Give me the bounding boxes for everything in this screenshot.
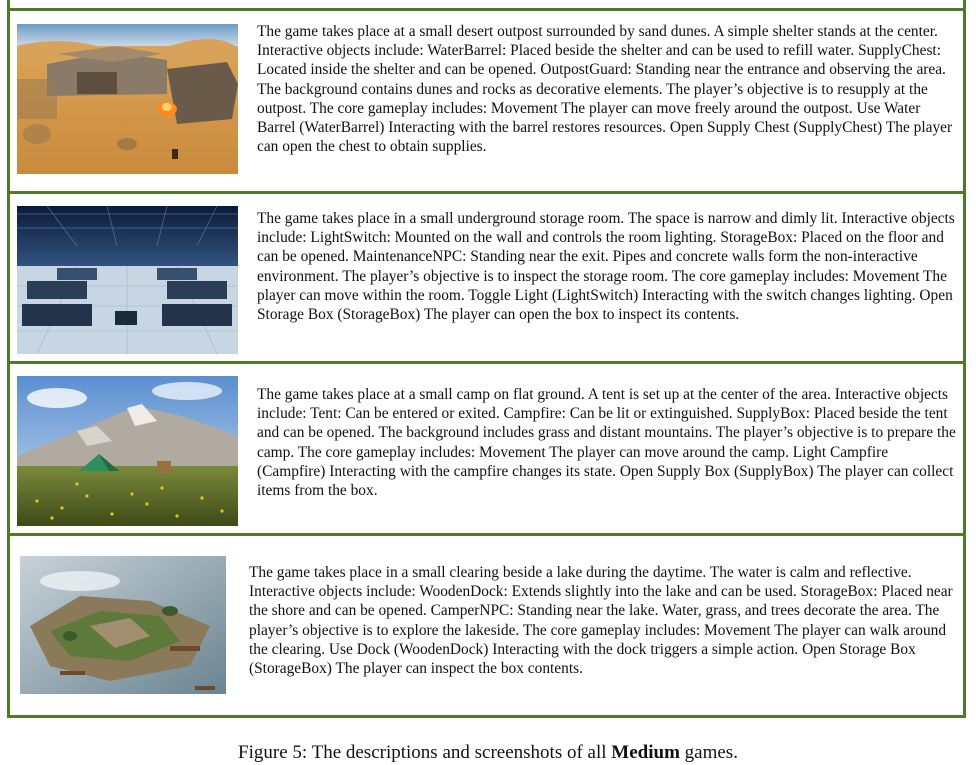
- caption-prefix: Figure 5: The descriptions and screenshots of all: [238, 742, 612, 763]
- game-description-2: The game takes place in a small underground storage room. The space is narrow and dimly lit. Interactive objects include: LightSwitch: Mounted on the wall and controls the room lighting. StorageBox: Placed on the floor and can be opened. MaintenanceNPC: Standing near the exit. Pipes and concrete walls form the non-interactive environment. The player’s objective is to inspect the storage room. The core gameplay includes: Movement The player can move within the room. Toggle Light (LightSwitch) Interacting with the switch changes lighting. Open Storage Box (StorageBox) The player can open the box to inspect its contents.: [257, 210, 955, 324]
- game-description-3: The game takes place at a small camp on flat ground. A tent is set up at the center of the area. Interactive objects include: Tent: Can be entered or exited. Campfire: Can be lit or extinguished. SupplyBox: Placed beside the tent and can be opened. The background includes grass and distant mountains. The player’s objective is to prepare the camp. The core gameplay includes: Movement The player can move around the camp. Light Campfire (Campfire) Interacting with the campfire changes its state. Open Supply Box (SupplyBox) The player can collect items from the box.: [257, 386, 956, 500]
- underground-storage-screenshot: [17, 206, 238, 354]
- lakeside-clearing-screenshot: [20, 556, 226, 694]
- mountain-camp-screenshot: [17, 376, 238, 526]
- figure-caption: [0, 742, 976, 764]
- game-description-4: The game takes place in a small clearing beside a lake during the daytime. The water is calm and reflective. Interactive objects include: WoodenDock: Extends slightly into the lake and can be used. StorageBox: Placed near the shore and can be opened. CamperNPC: Standing near the lake. Water, grass, and trees decorate the area. The player’s objective is to explore the lakeside. The core gameplay includes: Movement The player can walk around the clearing. Use Dock (WoodenDock) Interacting with the dock triggers a simple action. Open Storage Box (StorageBox) The player can inspect the box contents.: [249, 564, 953, 678]
- caption-bold: Medium: [611, 742, 680, 763]
- game-description-1: The game takes place at a small desert outpost surrounded by sand dunes. A simple shelter stands at the center. Interactive objects include: WaterBarrel: Placed beside the shelter and can be used to refill water. SupplyChest: Located inside the shelter and can be opened. OutpostGuard: Standing near the entrance and observing the area. The background contains dunes and rocks as decorative elements. The player’s objective is to resupply at the outpost. The core gameplay includes: Movement The player can move freely around the outpost. Use Water Barrel (WaterBarrel) Interacting with the barrel restores resources. Open Supply Chest (SupplyChest) The player can open the chest to obtain supplies.: [257, 23, 953, 156]
- desert-outpost-screenshot: [17, 24, 238, 174]
- caption-suffix: games.: [679, 742, 738, 763]
